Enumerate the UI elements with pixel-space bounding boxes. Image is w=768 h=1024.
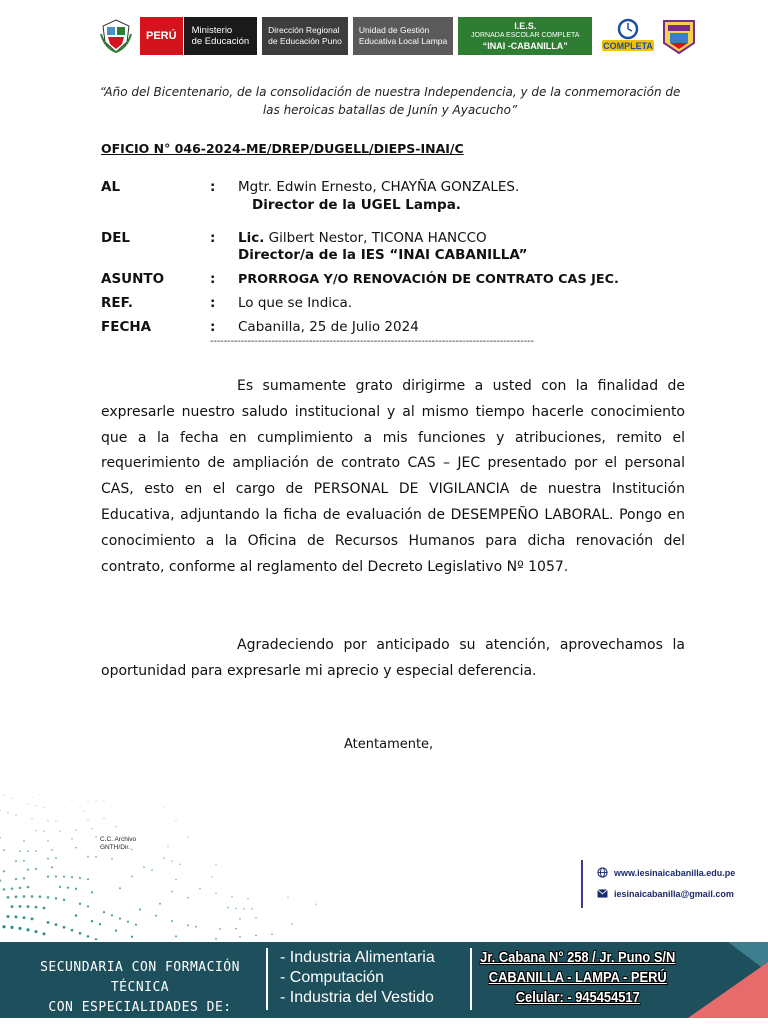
decor-dot xyxy=(59,830,61,832)
al-value: Mgtr. Edwin Ernesto, CHAYÑA GONZALES. xyxy=(238,179,520,195)
del-value: Gilbert Nestor, TICONA HANCCO xyxy=(268,230,487,246)
decor-dot xyxy=(3,870,5,872)
decor-dot xyxy=(39,895,42,898)
decor-dot xyxy=(91,828,93,830)
decor-dot xyxy=(103,800,104,801)
decor-dot xyxy=(151,869,153,871)
body-paragraph-1-text: Es sumamente grato dirigirme a usted con la finalidad de expresarle nuestro saludo institucional y al mismo tiempo hacerle conocimiento que a la fecha en cumplimiento a mis funciones y atribuciones, remito el requerimiento de ampliación de contrato CAS – JEC presentado por el personal CAS, esto en el cargo de PERSONAL DE VIGILANCIA de nuestra Institución Educativa, adjuntando la ficha de evaluación de DESEMPEÑO LABORAL. Pongo en conocimiento a la Oficina de Recursos Humanos para dicha renovación del contrato, conforme al reglamento del Decreto Legislativo Nº 1057. xyxy=(101,378,685,575)
decor-dot xyxy=(63,875,65,877)
decor-dot xyxy=(11,798,12,799)
decor-dot xyxy=(131,936,133,938)
al-label: AL xyxy=(101,179,121,195)
ministerio-line1: Ministerio xyxy=(191,25,233,36)
header-logos xyxy=(98,16,696,56)
decor-dot xyxy=(243,908,245,910)
decor-dot xyxy=(0,837,1,839)
decor-dot xyxy=(35,868,37,870)
decor-dot xyxy=(87,801,88,802)
decor-dot xyxy=(27,869,29,871)
closing-text: Atentamente, xyxy=(344,737,434,752)
decor-dot xyxy=(43,932,46,935)
decorative-dot-pattern xyxy=(0,740,330,940)
decor-dot xyxy=(131,875,133,877)
del-value-line xyxy=(238,230,487,246)
footer-city: CABANILLA - LAMPA - PERÚ xyxy=(488,969,667,986)
year-motto: “Año del Bicentenario, de la consolidación de nuestra Independencia, y de la conmemoración de las heroicas batallas de Junín y Ayacucho” xyxy=(99,85,681,117)
asunto-colon: : xyxy=(210,271,216,287)
decor-dot xyxy=(95,801,96,802)
decor-dot xyxy=(135,924,137,926)
specialty-2: - Computación xyxy=(280,969,385,986)
decor-dot xyxy=(251,908,252,909)
decor-dot xyxy=(171,860,173,862)
al-colon: : xyxy=(210,179,216,195)
decor-dot xyxy=(27,850,29,852)
decor-dot xyxy=(103,911,105,913)
decor-dot xyxy=(71,800,72,801)
footer-divider-2 xyxy=(470,948,472,1010)
decor-dot xyxy=(79,903,81,905)
footer-decor-triangle-red xyxy=(688,962,768,1018)
decor-dot xyxy=(71,876,73,878)
ref-colon: : xyxy=(210,295,216,311)
ugel-logo xyxy=(353,17,453,55)
decor-dot xyxy=(51,849,53,851)
decor-dot xyxy=(23,916,26,919)
decor-dot xyxy=(43,830,45,832)
decor-dot xyxy=(91,920,93,922)
decor-dot xyxy=(231,896,232,897)
decor-dot xyxy=(103,818,104,819)
decor-dot xyxy=(255,935,257,937)
decor-dot xyxy=(71,838,73,840)
al-role: Director de la UGEL Lampa. xyxy=(252,197,461,213)
decor-dot xyxy=(239,918,241,920)
decor-dot xyxy=(159,903,161,905)
decor-dot xyxy=(227,907,229,909)
decor-dot xyxy=(139,909,141,911)
decor-dot xyxy=(59,886,61,888)
decor-dot xyxy=(155,915,157,917)
body-paragraph-2 xyxy=(101,633,685,685)
decor-dot xyxy=(7,812,9,814)
ugel-line2: Educativa Local Lampa xyxy=(358,36,448,46)
email-row xyxy=(597,889,734,899)
fecha-label: FECHA xyxy=(101,319,152,335)
ies-line2: JORNADA ESCOLAR COMPLETA xyxy=(471,32,580,39)
decor-dot xyxy=(83,811,84,812)
decor-dot xyxy=(75,847,77,849)
ies-line3: “INAI -CABANILLA” xyxy=(482,41,568,51)
decor-dot xyxy=(51,866,53,868)
specialty-3: - Industria del Vestido xyxy=(280,989,434,1006)
decor-dot xyxy=(143,866,145,868)
ies-inai-shield-logo xyxy=(662,17,696,55)
decor-dot xyxy=(6,915,9,918)
decor-dot xyxy=(3,888,6,891)
decor-dot xyxy=(47,840,49,842)
peru-coat-of-arms-logo xyxy=(98,17,134,55)
decor-dot xyxy=(75,914,78,917)
decor-dot xyxy=(55,897,58,900)
decor-dot xyxy=(291,924,292,925)
ref-value: Lo que se Indica. xyxy=(238,295,353,311)
cc-note xyxy=(100,836,136,852)
decor-dot xyxy=(271,934,272,935)
fecha-value: Cabanilla, 25 de Julio 2024 xyxy=(238,319,419,335)
decor-dot xyxy=(175,879,177,881)
decor-dot xyxy=(27,905,30,908)
drep-logo xyxy=(262,17,348,55)
decor-dot xyxy=(183,797,184,798)
ugel-line1: Unidad de Gestión xyxy=(358,25,430,35)
decor-dot xyxy=(167,846,169,848)
decor-dot xyxy=(35,805,36,806)
decor-dot xyxy=(87,819,88,820)
del-role: Director/a de la IES “INAI CABANILLA” xyxy=(238,247,528,263)
contact-block xyxy=(581,860,753,908)
ies-jec-banner xyxy=(458,17,592,55)
decor-dot xyxy=(87,856,89,858)
decor-dot xyxy=(31,791,32,792)
decor-dot xyxy=(55,857,57,859)
body-paragraph-2-text: Agradeciendo por anticipado su atención, aprovechamos la oportunidad para expresarle mi aprecio y especial deferencia. xyxy=(101,637,685,679)
ies-line1: I.E.S. xyxy=(514,21,537,31)
minedu-logo xyxy=(140,17,257,55)
decor-dot xyxy=(71,929,74,932)
decor-dot xyxy=(315,904,316,905)
decor-dot xyxy=(75,888,77,890)
fecha-colon: : xyxy=(210,319,216,335)
decor-dot xyxy=(31,895,34,898)
direccion-line2: de Educación Puno xyxy=(268,36,342,46)
decor-dot xyxy=(23,895,26,898)
decor-dot xyxy=(19,850,21,852)
footer-divider-1 xyxy=(266,948,268,1010)
website-text: www.iesinaicabanilla.edu.pe xyxy=(614,868,736,878)
jornada-completa-logo xyxy=(600,16,656,56)
decor-dot xyxy=(23,840,25,842)
asunto-label: ASUNTO xyxy=(101,271,165,287)
globe-icon xyxy=(597,867,608,878)
decor-dot xyxy=(211,876,212,877)
footer-phone: Celular: - 945454517 xyxy=(515,989,640,1006)
decor-dot xyxy=(215,938,217,940)
decor-dot xyxy=(67,886,69,888)
decor-dot xyxy=(87,935,90,938)
decor-dot xyxy=(99,923,101,925)
decor-dot xyxy=(95,938,98,940)
decor-dot xyxy=(171,891,173,893)
decor-dot xyxy=(163,857,165,859)
decor-dot xyxy=(3,795,4,796)
decor-dot xyxy=(187,897,189,899)
decor-dot xyxy=(247,898,248,899)
decor-dot xyxy=(235,928,237,930)
decor-dot xyxy=(87,878,89,880)
decor-dot xyxy=(43,807,44,808)
decor-dot xyxy=(239,936,241,938)
decor-dot xyxy=(2,925,5,928)
decor-dot xyxy=(47,875,49,877)
decor-dot xyxy=(159,796,160,797)
decor-dot xyxy=(175,935,177,937)
decor-dot xyxy=(35,830,37,832)
decor-dot xyxy=(35,906,38,909)
decor-dot xyxy=(219,928,221,930)
decor-dot xyxy=(111,914,113,916)
decor-dot xyxy=(91,891,93,893)
decor-dot xyxy=(163,806,164,807)
decor-dot xyxy=(195,926,197,928)
decor-dot xyxy=(19,887,22,890)
decor-dot xyxy=(55,820,56,821)
decor-dot xyxy=(26,928,29,931)
decor-dot xyxy=(55,923,58,926)
footer-banner xyxy=(0,942,768,1018)
decor-dot xyxy=(55,875,57,877)
footer-specialties xyxy=(280,948,435,1008)
decor-dot xyxy=(19,905,22,908)
email-icon xyxy=(597,889,608,898)
email-text: iesinaicabanilla@gmail.com xyxy=(614,889,734,899)
decor-dot xyxy=(235,908,237,910)
decor-dot xyxy=(23,860,25,862)
decor-dot xyxy=(111,858,113,860)
decor-dot xyxy=(95,856,97,858)
decor-dot xyxy=(175,820,176,821)
body-paragraph-1 xyxy=(101,374,685,580)
decor-dot xyxy=(43,907,46,910)
decor-dot xyxy=(18,927,21,930)
decor-dot xyxy=(10,926,13,929)
decor-dot xyxy=(35,850,37,852)
ref-label: REF. xyxy=(101,295,133,311)
decor-dot xyxy=(215,864,216,865)
footer-left-line2: CON ESPECIALIDADES DE: xyxy=(48,1000,232,1015)
cc-line1: C.C. Archivo xyxy=(100,836,137,843)
decor-dot xyxy=(23,877,25,879)
decor-dot xyxy=(215,893,217,895)
decor-dot xyxy=(39,794,40,795)
footer-address-block xyxy=(478,948,678,1008)
decor-dot xyxy=(11,905,14,908)
footer-left-line1: SECUNDARIA CON FORMACIÓN TÉCNICA xyxy=(40,960,240,995)
decor-dot xyxy=(199,888,201,890)
decor-dot xyxy=(115,929,117,931)
asunto-value: PRORROGA Y/O RENOVACIÓN DE CONTRATO CAS JEC. xyxy=(238,272,619,287)
decor-dot xyxy=(119,887,121,889)
decor-dot xyxy=(31,917,34,920)
del-prefix: Lic. xyxy=(238,230,265,246)
jec-logo-text: COMPLETA xyxy=(603,41,654,51)
decor-dot xyxy=(171,920,173,922)
decor-dot xyxy=(187,837,188,838)
decor-dot xyxy=(255,917,256,918)
decor-dot xyxy=(27,886,30,889)
footer-school-info xyxy=(16,958,264,1018)
decor-dot xyxy=(79,877,81,879)
decor-dot xyxy=(115,826,117,828)
decor-dot xyxy=(7,896,10,899)
decor-dot xyxy=(63,926,66,929)
decor-dot xyxy=(179,863,181,865)
decor-dot xyxy=(31,818,32,819)
del-label: DEL xyxy=(101,230,131,246)
specialty-1: - Industria Alimentaria xyxy=(280,949,435,966)
del-colon: : xyxy=(210,230,216,246)
decor-dot xyxy=(15,895,18,898)
decor-dot xyxy=(47,858,49,860)
decor-dot xyxy=(95,836,97,838)
decor-dot xyxy=(287,897,288,898)
decor-dot xyxy=(15,860,17,862)
decor-dot xyxy=(187,924,189,926)
decor-dot xyxy=(34,930,37,933)
decor-dot xyxy=(87,905,89,907)
decor-dot xyxy=(47,921,50,924)
direccion-line1: Dirección Regional xyxy=(268,25,340,35)
oficio-number: OFICIO N° 046-2024-ME/DREP/DUGELL/DIEPS-INAI/C xyxy=(101,141,464,156)
decor-dot xyxy=(0,879,1,881)
decor-dot xyxy=(11,887,14,890)
decor-dot xyxy=(75,829,77,831)
decor-dot xyxy=(15,878,17,880)
decor-dot xyxy=(3,849,5,851)
separator-dashes: ----------------------------------------------------------------------------------------------- xyxy=(210,336,534,347)
peru-label: PERÚ xyxy=(140,17,184,55)
decor-dot xyxy=(63,899,65,901)
cc-line2: GNTH/Dir. xyxy=(100,844,130,851)
decor-dot xyxy=(27,803,28,804)
footer-address: Jr. Cabana N° 258 / Jr. Puno S/N xyxy=(480,949,676,966)
decor-dot xyxy=(15,915,18,918)
decor-dot xyxy=(119,917,121,919)
ministerio-line2: de Educación xyxy=(191,36,250,47)
decor-dot xyxy=(79,932,82,935)
decor-dot xyxy=(47,820,48,821)
decor-dot xyxy=(127,921,129,923)
decor-dot xyxy=(47,896,50,899)
decor-dot xyxy=(15,814,16,815)
website-row xyxy=(597,867,735,878)
decor-dot xyxy=(0,809,1,811)
